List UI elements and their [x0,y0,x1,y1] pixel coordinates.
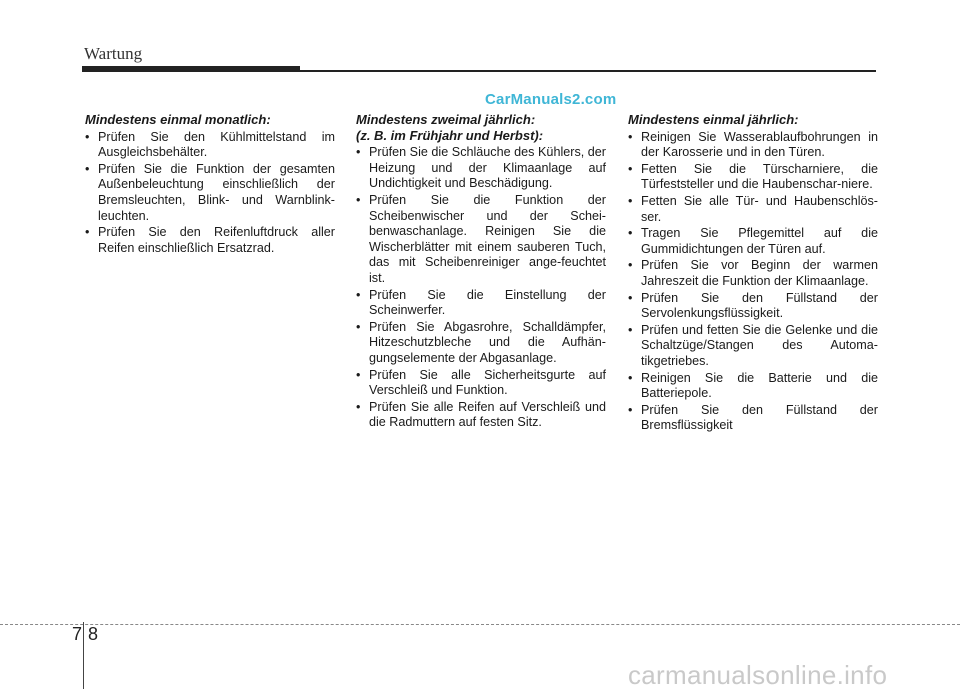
list-item: • Prüfen Sie den Füllstand der Bremsflüssigkeit [628,403,878,434]
list-item: • Fetten Sie alle Tür- und Haubenschlös-ser. [628,194,878,225]
column-yearly [628,112,878,435]
page-number: 8 [88,624,99,644]
checklist [356,145,606,431]
list-item: • Prüfen Sie den Reifenluftdruck aller Reifen einschließlich Ersatzrad. [85,225,335,256]
checklist [628,130,878,434]
list-item: • Tragen Sie Pflegemittel auf die Gummidichtungen der Türen auf. [628,226,878,257]
page-number-divider [83,622,84,689]
column-twice-yearly [356,112,606,432]
column-heading: Mindestens einmal monatlich: [85,112,271,127]
list-item: • Prüfen Sie die Funktion der gesamten Außenbeleuchtung einschließlich der Bremsleuchten, Blink- und Warnblink-leuchten. [85,162,335,224]
list-item: • Prüfen und fetten Sie die Gelenke und die Schaltzüge/Stangen des Automa-tikgetriebes. [628,323,878,370]
list-item: • Prüfen Sie die Schläuche des Kühlers, der Heizung und der Klimaanlage auf Undichtigkeit und Beschädigung. [356,145,606,192]
footer-rule [0,624,960,625]
list-item: • Prüfen Sie vor Beginn der warmen Jahreszeit die Funktion der Klimaanlage. [628,258,878,289]
column-subheading: (z. B. im Frühjahr und Herbst): [356,127,544,143]
list-item: • Reinigen Sie Wasserablaufbohrungen in der Karosserie und in den Türen. [628,130,878,161]
list-item: • Prüfen Sie den Kühlmittelstand im Ausgleichsbehälter. [85,130,335,161]
list-item: • Prüfen Sie die Funktion der Scheibenwischer und der Schei-benwaschanlage. Reinigen Sie die Wischerblätter mit einem sauberen Tuch, das mit Scheibenreiniger ange-feuchtet ist. [356,193,606,287]
list-item: • Prüfen Sie die Einstellung der Scheinwerfer. [356,288,606,319]
watermark-top: CarManuals2.com [485,91,617,108]
column-monthly [85,112,335,257]
list-item: • Prüfen Sie alle Sicherheitsgurte auf Verschleiß und Funktion. [356,368,606,399]
column-heading: Mindestens einmal jährlich: [628,112,799,127]
watermark-bottom: carmanualsonline.info [628,660,888,690]
list-item: • Reinigen Sie die Batterie und die Batteriepole. [628,371,878,402]
header-rule-accent [82,66,300,72]
list-item: • Prüfen Sie den Füllstand der Servolenkungsflüssigkeit. [628,291,878,322]
checklist [85,130,335,257]
column-heading: Mindestens zweimal jährlich: [356,112,536,127]
section-title: Wartung [84,44,143,63]
list-item: • Fetten Sie die Türscharniere, die Türfeststeller und die Haubenschar-niere. [628,162,878,193]
list-item: • Prüfen Sie alle Reifen auf Verschleiß und die Radmuttern auf festen Sitz. [356,400,606,431]
chapter-number: 7 [72,624,83,644]
list-item: • Prüfen Sie Abgasrohre, Schalldämpfer, Hitzeschutzbleche und die Aufhän-gungselemente der Abgasanlage. [356,320,606,367]
